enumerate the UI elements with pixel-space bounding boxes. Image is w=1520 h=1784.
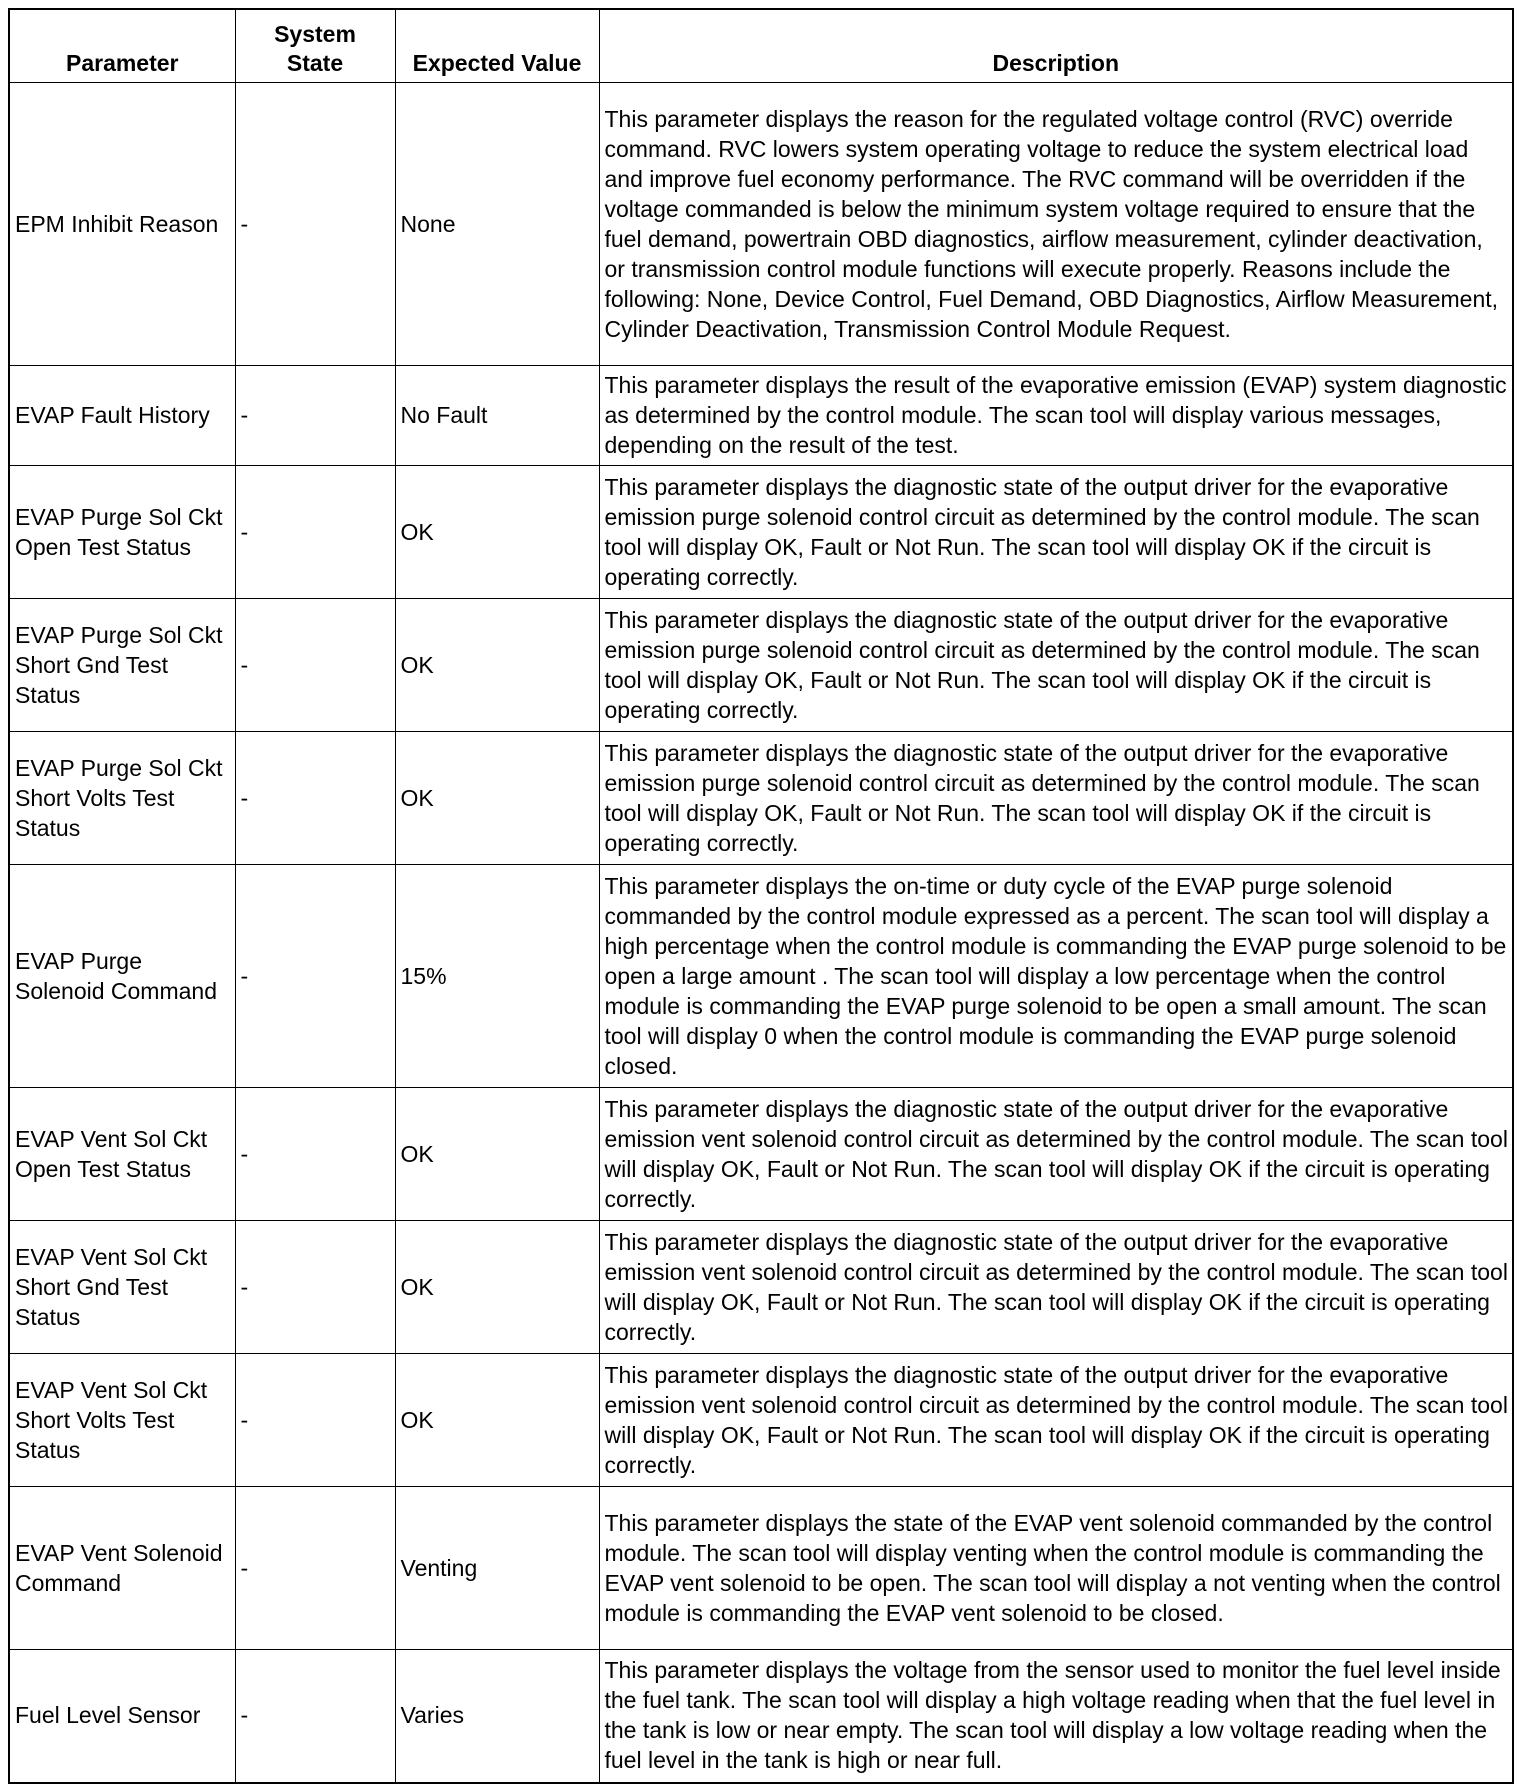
header-row [9, 9, 1513, 83]
cell-expected-value: 15% [395, 865, 599, 1088]
cell-system-state: - [235, 83, 395, 366]
cell-description: This parameter displays the diagnostic state of the output driver for the evaporative emission vent solenoid control circuit as determined by the control module. The scan tool will display OK, Fault or Not Run. The scan tool will display OK if the circuit is operating correctly. [599, 1088, 1513, 1221]
cell-parameter: Fuel Level Sensor [9, 1650, 235, 1783]
cell-system-state: - [235, 366, 395, 466]
cell-parameter: EVAP Fault History [9, 366, 235, 466]
cell-parameter: EVAP Purge Solenoid Command [9, 865, 235, 1088]
cell-description: This parameter displays the result of the evaporative emission (EVAP) system diagnostic as determined by the control module. The scan tool will display various messages, depending on the result of the test. [599, 366, 1513, 466]
table-row [9, 599, 1513, 732]
cell-parameter: EPM Inhibit Reason [9, 83, 235, 366]
cell-parameter: EVAP Purge Sol Ckt Open Test Status [9, 466, 235, 599]
cell-description: This parameter displays the diagnostic state of the output driver for the evaporative emission purge solenoid control circuit as determined by the control module. The scan tool will display OK, Fault or Not Run. The scan tool will display OK if the circuit is operating correctly. [599, 466, 1513, 599]
cell-system-state: - [235, 1487, 395, 1650]
header-description: Description [599, 9, 1513, 83]
cell-system-state: - [235, 1221, 395, 1354]
cell-description: This parameter displays the on-time or duty cycle of the EVAP purge solenoid commanded by the control module expressed as a percent. The scan tool will display a high percentage when the control module is commanding the EVAP purge solenoid to be open a large amount . The scan tool will display a low percentage when the control module is commanding the EVAP purge solenoid to be open a small amount. The scan tool will display 0 when the control module is commanding the EVAP purge solenoid closed. [599, 865, 1513, 1088]
cell-parameter: EVAP Vent Solenoid Command [9, 1487, 235, 1650]
cell-description: This parameter displays the state of the EVAP vent solenoid commanded by the control module. The scan tool will display venting when the control module is commanding the EVAP vent solenoid to be open. The scan tool will display a not venting when the control module is commanding the EVAP vent solenoid to be closed. [599, 1487, 1513, 1650]
cell-expected-value: OK [395, 466, 599, 599]
table-row [9, 466, 1513, 599]
cell-system-state: - [235, 1354, 395, 1487]
cell-expected-value: Venting [395, 1487, 599, 1650]
header-expected-value: Expected Value [395, 9, 599, 83]
cell-expected-value: None [395, 83, 599, 366]
cell-expected-value: OK [395, 1354, 599, 1487]
table-row [9, 1221, 1513, 1354]
table-row [9, 865, 1513, 1088]
cell-expected-value: OK [395, 1088, 599, 1221]
cell-description: This parameter displays the diagnostic state of the output driver for the evaporative emission purge solenoid control circuit as determined by the control module. The scan tool will display OK, Fault or Not Run. The scan tool will display OK if the circuit is operating correctly. [599, 732, 1513, 865]
cell-description: This parameter displays the diagnostic state of the output driver for the evaporative emission vent solenoid control circuit as determined by the control module. The scan tool will display OK, Fault or Not Run. The scan tool will display OK if the circuit is operating correctly. [599, 1221, 1513, 1354]
table-row [9, 366, 1513, 466]
header-system-state-line2: State [286, 50, 344, 76]
cell-system-state: - [235, 732, 395, 865]
table-row [9, 1650, 1513, 1783]
cell-expected-value: OK [395, 599, 599, 732]
cell-expected-value: Varies [395, 1650, 599, 1783]
table-row [9, 1354, 1513, 1487]
header-system-state [235, 9, 395, 83]
parameter-table [8, 8, 1514, 1784]
table-body [9, 83, 1513, 1783]
cell-parameter: EVAP Vent Sol Ckt Short Volts Test Status [9, 1354, 235, 1487]
document-page [8, 8, 1512, 1784]
table-row [9, 1487, 1513, 1650]
cell-description: This parameter displays the reason for the regulated voltage control (RVC) override command. RVC lowers system operating voltage to reduce the system electrical load and improve fuel economy performance. The RVC command will be overridden if the voltage commanded is below the minimum system voltage required to ensure that the fuel demand, powertrain OBD diagnostics, airflow measurement, cylinder deactivation, or transmission control module functions will execute properly. Reasons include the following: None, Device Control, Fuel Demand, OBD Diagnostics, Airflow Measurement, Cylinder Deactivation, Transmission Control Module Request. [599, 83, 1513, 366]
header-system-state-line1: System [274, 21, 356, 47]
cell-description: This parameter displays the diagnostic state of the output driver for the evaporative emission purge solenoid control circuit as determined by the control module. The scan tool will display OK, Fault or Not Run. The scan tool will display OK if the circuit is operating correctly. [599, 599, 1513, 732]
cell-system-state: - [235, 466, 395, 599]
cell-expected-value: No Fault [395, 366, 599, 466]
table-row [9, 732, 1513, 865]
cell-system-state: - [235, 865, 395, 1088]
cell-system-state: - [235, 599, 395, 732]
cell-system-state: - [235, 1088, 395, 1221]
cell-description: This parameter displays the diagnostic state of the output driver for the evaporative emission vent solenoid control circuit as determined by the control module. The scan tool will display OK, Fault or Not Run. The scan tool will display OK if the circuit is operating correctly. [599, 1354, 1513, 1487]
cell-system-state: - [235, 1650, 395, 1783]
cell-expected-value: OK [395, 1221, 599, 1354]
header-parameter: Parameter [9, 9, 235, 83]
cell-expected-value: OK [395, 732, 599, 865]
table-row [9, 1088, 1513, 1221]
cell-parameter: EVAP Purge Sol Ckt Short Gnd Test Status [9, 599, 235, 732]
table-row [9, 83, 1513, 366]
cell-parameter: EVAP Vent Sol Ckt Open Test Status [9, 1088, 235, 1221]
cell-description: This parameter displays the voltage from the sensor used to monitor the fuel level inside the fuel tank. The scan tool will display a high voltage reading when that the fuel level in the tank is low or near empty. The scan tool will display a low voltage reading when the fuel level in the tank is high or near full. [599, 1650, 1513, 1783]
table-header [9, 9, 1513, 83]
cell-parameter: EVAP Purge Sol Ckt Short Volts Test Status [9, 732, 235, 865]
cell-parameter: EVAP Vent Sol Ckt Short Gnd Test Status [9, 1221, 235, 1354]
